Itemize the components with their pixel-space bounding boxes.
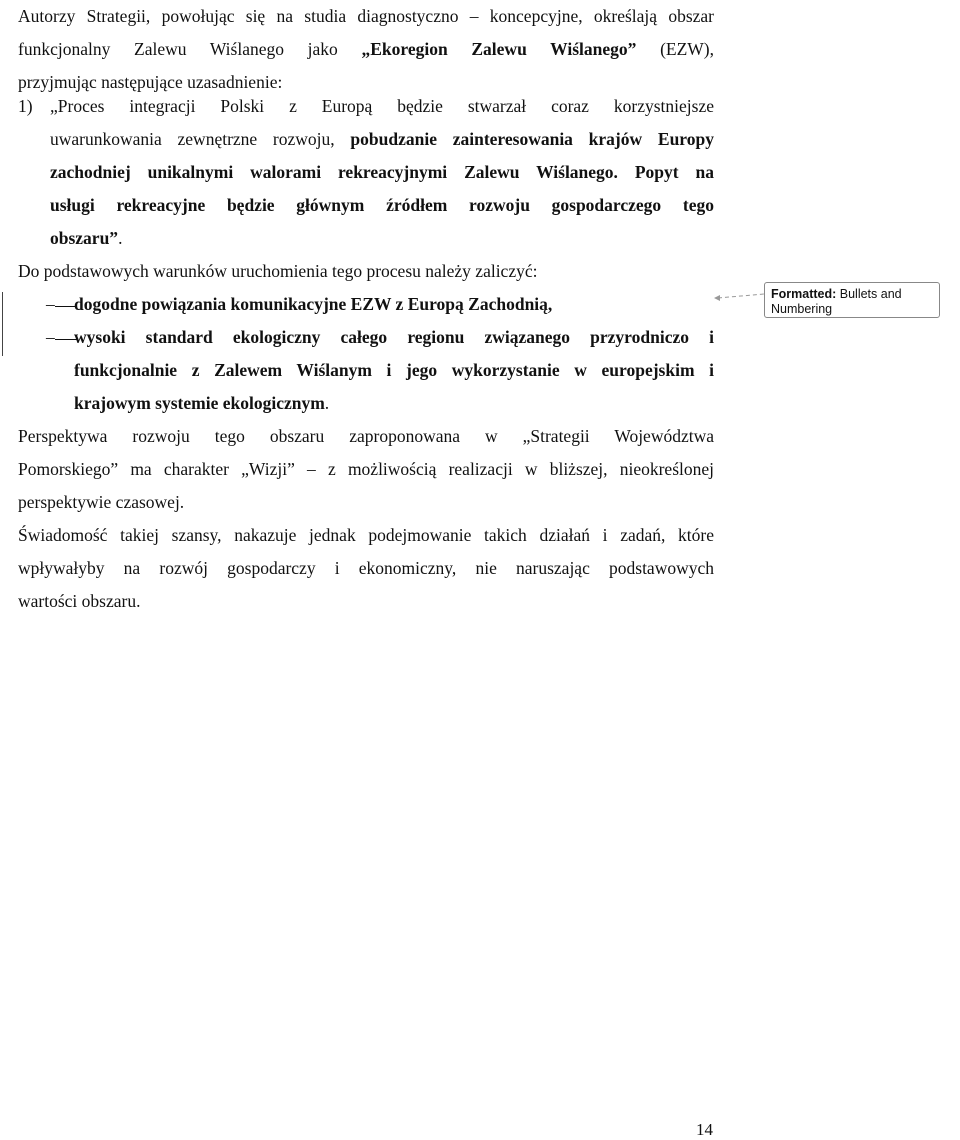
conditions-intro: Do podstawowych warunków uruchomienia tego procesu należy zaliczyć: — [18, 261, 538, 281]
text-line: zachodniej unikalnymi walorami rekreacyjnymi Zalewu Wiślanego. Popyt na — [50, 162, 714, 182]
paragraph-strategy — [18, 420, 714, 519]
text-line — [18, 33, 714, 66]
text-line: Świadomość takiej szansy, nakazuje jednak podejmowanie takich działań i zadań, które — [18, 525, 714, 545]
item1-paragraph — [50, 90, 714, 255]
dash-bullet: – — [46, 288, 77, 321]
text-line: wartości obszaru. — [18, 591, 141, 611]
paragraph-awareness — [18, 519, 714, 618]
text-line: dogodne powiązania komunikacyjne EZW z Europą Zachodnią, — [74, 294, 553, 314]
text-line: Autorzy Strategii, powołując się na studia diagnostyczno – koncepcyjne, określają obszar — [18, 6, 714, 26]
change-bar — [2, 292, 3, 356]
balloon-title: Formatted: — [771, 287, 837, 301]
bullet-1 — [74, 288, 714, 321]
text-span: (EZW), — [660, 39, 714, 59]
text-span: . — [324, 393, 330, 413]
text-line: usługi rekreacyjne będzie głównym źródłem rozwoju gospodarczego tego — [50, 195, 714, 215]
comment-connector — [714, 293, 764, 303]
dash-bullet: – — [46, 321, 77, 354]
intro-paragraph — [18, 0, 714, 99]
text-span: krajowym systemie ekologicznym — [74, 393, 325, 413]
page-number: 14 — [696, 1120, 713, 1139]
text-span: uwarunkowania zewnętrzne rozwoju, — [50, 129, 335, 149]
item-number: 1) — [18, 96, 33, 116]
text-span: pobudzanie zainteresowania krajów Europy — [350, 129, 714, 149]
balloon-text: Bullets and Numbering — [771, 287, 902, 316]
text-line: perspektywie czasowej. — [18, 492, 185, 512]
text-line: funkcjonalnie z Zalewem Wiślanym i jego wykorzystanie w europejskim i — [74, 360, 714, 380]
text-line: Perspektywa rozwoju tego obszaru zaproponowana w „Strategii Województwa — [18, 426, 714, 446]
text-line: wpływałyby na rozwój gospodarczy i ekonomiczny, nie naruszając podstawowych — [18, 558, 714, 578]
text-line: Pomorskiego” ma charakter „Wizji” – z możliwością realizacji w bliższej, nieokreślonej — [18, 459, 714, 479]
text-line: wysoki standard ekologiczny całego regionu związanego przyrodniczo i — [74, 327, 714, 347]
formatting-balloon[interactable] — [764, 282, 940, 318]
ezw-name: „Ekoregion Zalewu Wiślanego” — [361, 39, 637, 59]
text-line — [50, 123, 714, 156]
bullet-2 — [74, 321, 714, 420]
text-span: . — [118, 228, 123, 248]
text-span: obszaru” — [50, 228, 119, 248]
text-line: „Proces integracji Polski z Europą będzie stwarzał coraz korzystniejsze — [50, 96, 714, 116]
text-line — [50, 222, 714, 255]
text-line — [74, 387, 714, 420]
text-line: przyjmując następujące uzasadnienie: — [18, 72, 283, 92]
text-span: funkcjonalny Zalewu Wiślanego jako — [18, 39, 338, 59]
